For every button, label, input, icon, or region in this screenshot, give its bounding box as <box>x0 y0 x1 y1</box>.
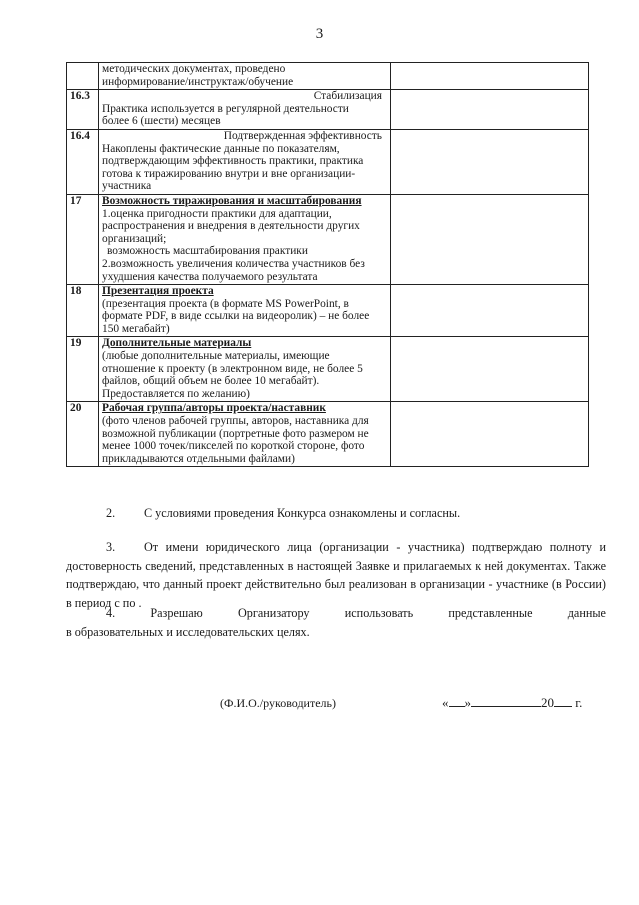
row-text-line: 2.возможность увеличения количества участников без <box>102 257 365 270</box>
table-row <box>67 194 589 284</box>
row-text-line: 150 мегабайт) <box>102 322 170 335</box>
row-text-line: возможной публикации (портретные фото размером не <box>102 427 369 440</box>
row-number <box>67 63 99 90</box>
row-description <box>99 285 391 337</box>
row-title: Презентация проекта <box>102 285 214 298</box>
table-row <box>67 402 589 467</box>
row-title: Рабочая группа/авторы проекта/наставник <box>102 402 326 415</box>
row-text-line: распространения и внедрения в деятельности других <box>102 220 360 233</box>
table-row <box>67 285 589 337</box>
row-subtitle: Подтвержденная эффективность <box>223 129 382 142</box>
row-text-line: подтверждающим эффективность практики, практика <box>102 155 364 168</box>
word: данные <box>567 606 606 620</box>
row-number: 18 <box>67 285 99 337</box>
row-text-line: (любые дополнительные материалы, имеющие <box>102 350 330 363</box>
row-text-line: возможность масштабирования практики <box>107 245 308 258</box>
date-close-quote: » <box>464 695 471 710</box>
row-text-line: формате PDF, в виде ссылки на видеоролик) – не более <box>102 310 370 323</box>
row-text-line: менее 1000 точек/пикселей по короткой стороне, фото <box>102 440 365 453</box>
row-number: 19 <box>67 337 99 402</box>
signature-label: (Ф.И.О./руководитель) <box>220 696 336 710</box>
row-description <box>99 402 391 467</box>
paragraph-first-line <box>66 604 606 623</box>
month-field[interactable] <box>471 694 541 707</box>
row-title: Возможность тиражирования и масштабирования <box>102 194 362 207</box>
row-text-line: информирование/инструктаж/обучение <box>102 75 294 88</box>
row-description <box>99 90 391 130</box>
table-row <box>67 63 589 90</box>
table-row <box>67 337 589 402</box>
row-text-line: организаций; <box>102 232 167 245</box>
paragraph-text: От имени юридического лица (организации - участника) подтверждаю полноту и достоверность сведений, представленных в настоящей Заявке и прилагаемых к ней документах. Также подтверждаю, что данный проект действительно был реализован в организации - участнике (в России) в период с по . <box>66 540 606 610</box>
date-open-quote: « <box>442 695 449 710</box>
year-prefix: 20 <box>541 695 554 710</box>
application-form-table <box>66 62 589 467</box>
row-text-line: файлов, общий объем не более 10 мегабайт). <box>102 375 320 388</box>
row-text-line: (фото членов рабочей группы, авторов, наставника для <box>102 415 369 428</box>
answer-cell[interactable] <box>391 402 589 467</box>
answer-cell[interactable] <box>391 285 589 337</box>
paragraph-3 <box>66 538 606 612</box>
row-text-line: более 6 (шести) месяцев <box>102 115 221 128</box>
row-text-line: 1.оценка пригодности практики для адаптации, <box>102 207 332 220</box>
paragraph-2 <box>66 504 606 523</box>
row-text-line: готова к тиражированию внутри и вне организации- <box>102 167 356 180</box>
row-number: 17 <box>67 194 99 284</box>
answer-cell[interactable] <box>391 90 589 130</box>
row-text-line: (презентация проекта (в формате MS PowerPoint, в <box>102 297 349 310</box>
row-text-line: Предоставляется по желанию) <box>102 387 250 400</box>
answer-cell[interactable] <box>391 63 589 90</box>
paragraph-number: 2. <box>106 506 116 520</box>
answer-cell[interactable] <box>391 337 589 402</box>
row-text-line: Практика используется в регулярной деятельности <box>102 102 349 115</box>
row-number: 16.3 <box>67 90 99 130</box>
row-text-line: отношение к проекту (в электронном виде, не более 5 <box>102 362 363 375</box>
word: представленные <box>448 606 533 620</box>
year-suffix: г. <box>575 695 583 710</box>
table-row <box>67 129 589 194</box>
answer-cell[interactable] <box>391 194 589 284</box>
row-text-line: прикладываются отдельными файлами) <box>102 452 295 465</box>
row-text-line: Накоплены фактические данные по показателям, <box>102 142 340 155</box>
day-field[interactable] <box>449 694 465 707</box>
row-description <box>99 129 391 194</box>
word: Разрешаю <box>150 606 203 620</box>
row-text-line: участника <box>102 180 152 193</box>
paragraph-text: в образовательных и исследовательских целях. <box>66 624 310 639</box>
row-number: 20 <box>67 402 99 467</box>
row-description <box>99 337 391 402</box>
row-description <box>99 194 391 284</box>
answer-cell[interactable] <box>391 129 589 194</box>
paragraph-number: 4. <box>106 606 116 620</box>
paragraph-number: 3. <box>106 540 116 554</box>
year-field[interactable] <box>554 694 572 707</box>
row-title: Дополнительные материалы <box>102 337 252 350</box>
date-line <box>442 694 582 711</box>
table-row <box>67 90 589 130</box>
word: Организатору <box>237 606 310 620</box>
word: использовать <box>344 606 414 620</box>
paragraph-text: С условиями проведения Конкурса ознакомлены и согласны. <box>144 506 461 520</box>
paragraph-4 <box>66 604 606 641</box>
row-number: 16.4 <box>67 129 99 194</box>
page-number: 3 <box>315 26 324 42</box>
row-subtitle: Стабилизация <box>313 90 382 103</box>
row-description <box>99 63 391 90</box>
row-text-line: методических документах, проведено <box>102 63 286 75</box>
row-text-line: ухудшения качества получаемого результата <box>102 270 318 283</box>
